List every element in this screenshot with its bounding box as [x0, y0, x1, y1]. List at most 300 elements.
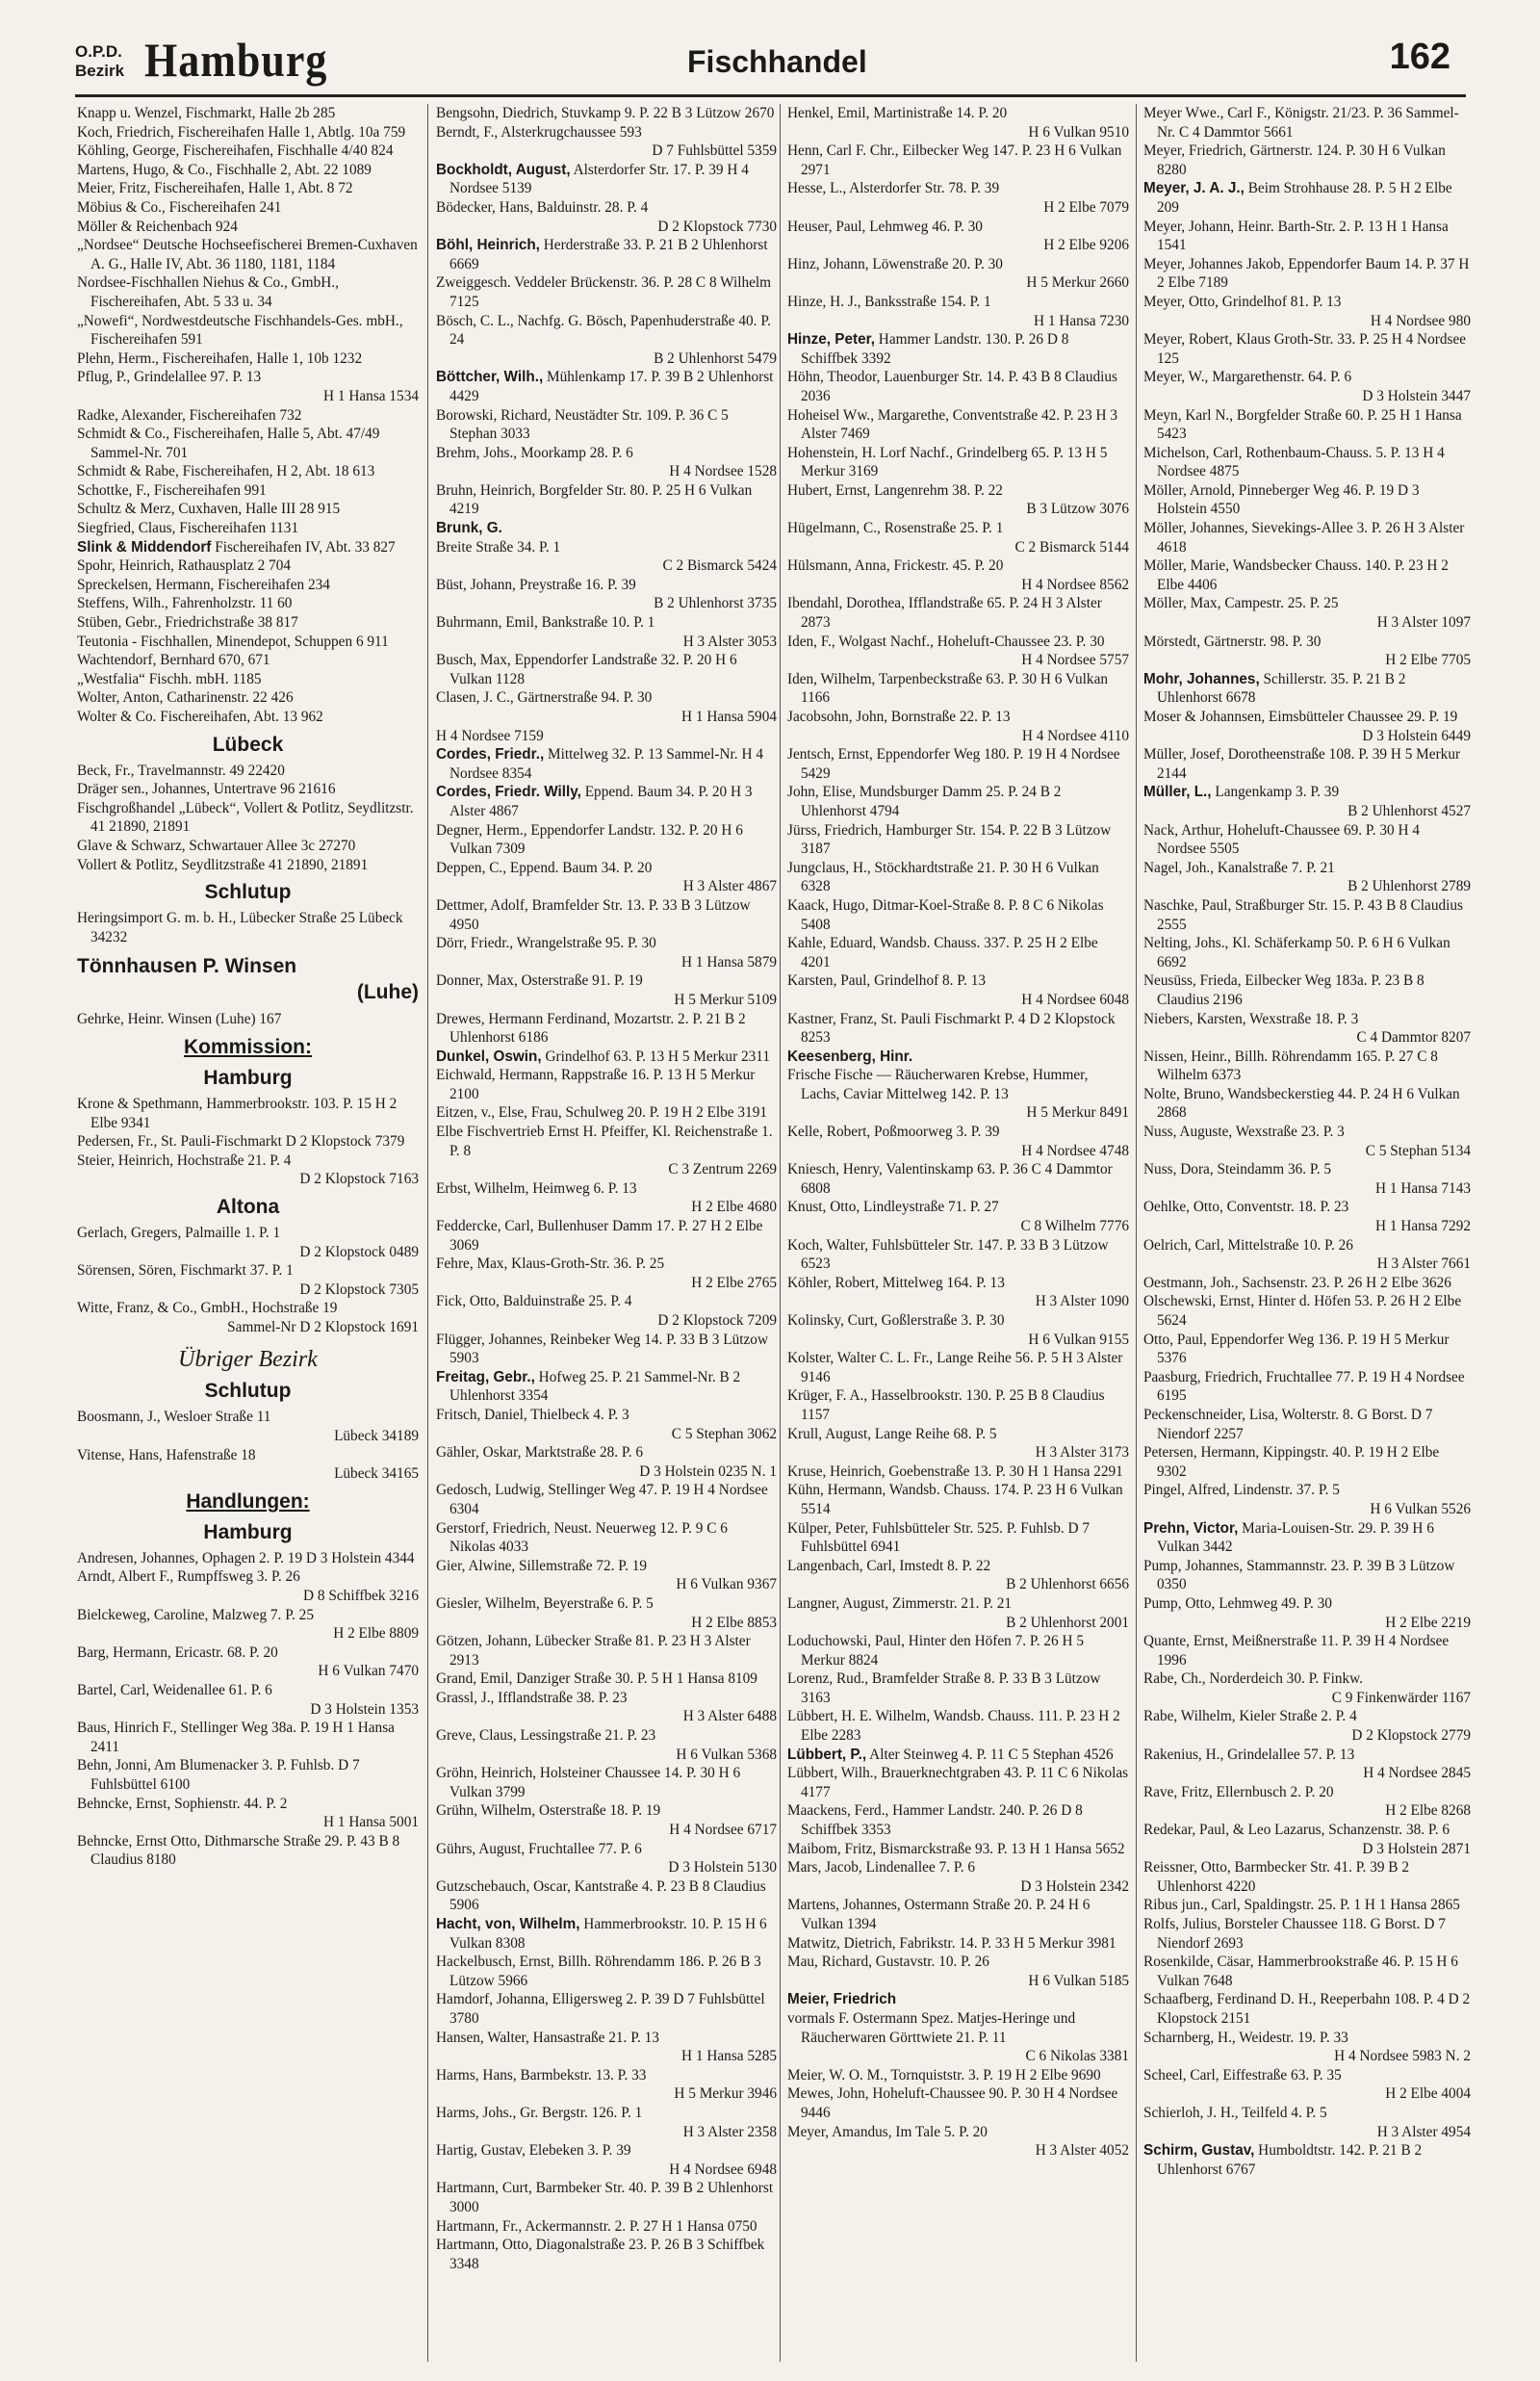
page-header: [75, 33, 1466, 92]
directory-entry: Gehrke, Heinr. Winsen (Luhe) 167: [77, 1011, 282, 1028]
directory-entry: Greve, Claus, Lessingstraße 21. P. 23: [436, 1727, 656, 1745]
directory-entry: Scharnberg, H., Weidestr. 19. P. 33: [1143, 2029, 1348, 2046]
directory-entry: Köhling, George, Fischereihafen, Fischhalle 4/40 824: [77, 142, 394, 160]
phone-line: C 5 Stephan 5134: [1365, 1142, 1471, 1159]
directory-entry: Gührs, August, Fruchtallee 77. P. 6: [436, 1840, 642, 1857]
directory-entry: Paasburg, Friedrich, Fruchtallee 77. P. 19 H 4 Nordsee 6195: [1143, 1368, 1465, 1405]
phone-line: D 2 Klopstock 0489: [299, 1243, 419, 1260]
phone-line: H 6 Vulkan 5185: [1028, 1972, 1129, 1989]
directory-entry: Hubert, Ernst, Langenrehm 38. P. 22: [787, 481, 1003, 499]
phone-line: D 2 Klopstock 7209: [657, 1312, 777, 1329]
directory-entry: Borowski, Richard, Neustädter Str. 109. P. 36 C 5 Stephan 3033: [436, 406, 729, 443]
directory-entry: Oestmann, Joh., Sachsenstr. 23. P. 26 H 2 Elbe 3626: [1143, 1274, 1451, 1291]
directory-entry: Rakenius, H., Grindelallee 57. P. 13: [1143, 1746, 1355, 1763]
category-heading: Kommission:: [183, 1035, 312, 1058]
phone-line: Lübeck 34165: [334, 1465, 419, 1483]
phone-line: H 3 Alster 7661: [1376, 1255, 1471, 1273]
phone-line: B 2 Uhlenhorst 5479: [654, 349, 777, 367]
phone-line: D 2 Klopstock 7305: [299, 1281, 419, 1298]
phone-line: H 5 Merkur 5109: [674, 991, 777, 1008]
directory-entry: Külper, Peter, Fuhlsbütteler Str. 525. P. Fuhlsb. D 7 Fuhlsbüttel 6941: [787, 1519, 1091, 1556]
directory-entry: Loduchowski, Paul, Hinter den Höfen 7. P. 26 H 5 Merkur 8824: [787, 1633, 1085, 1669]
directory-entry: Vollert & Potlitz, Seydlitzstraße 41 21890, 21891: [77, 856, 369, 873]
entry-name-bold: Keesenberg, Hinr.: [787, 1048, 913, 1065]
directory-entry: Glave & Schwarz, Schwartauer Allee 3c 27270: [77, 837, 356, 854]
directory-entry: Schmidt & Co., Fischereihafen, Halle 5, Abt. 47/49 Sammel-Nr. 701: [77, 426, 380, 461]
column-divider: [1136, 104, 1137, 2362]
directory-entry: Rolfs, Julius, Borsteler Chaussee 118. G Borst. D 7 Niendorf 2693: [1143, 1916, 1446, 1952]
directory-entry: Spohr, Heinrich, Rathausplatz 2 704: [77, 557, 291, 575]
directory-entry: Götzen, Johann, Lübecker Straße 81. P. 23 H 3 Alster 2913: [436, 1633, 751, 1669]
directory-entry: Boosmann, J., Wesloer Straße 11: [77, 1409, 271, 1426]
entry-name-bold: Brunk, G.: [436, 520, 502, 537]
directory-entry: Langenbach, Carl, Imstedt 8. P. 22: [787, 1557, 991, 1574]
directory-entry: Martens, Hugo, & Co., Fischhalle 2, Abt. 22 1089: [77, 161, 372, 178]
phone-line: C 8 Wilhelm 7776: [1020, 1218, 1129, 1235]
phone-line: H 6 Vulkan 7470: [318, 1663, 419, 1680]
phone-line: H 4 Nordsee 6717: [669, 1822, 777, 1839]
directory-entry: Wolter, Anton, Catharinenstr. 22 426: [77, 689, 294, 707]
entry-name-bold: Müller, L.,: [1143, 784, 1212, 801]
bezirk-label: Bezirk: [75, 62, 125, 80]
phone-line: C 2 Bismarck 5424: [662, 557, 777, 575]
section-title: Fischhandel: [687, 44, 867, 79]
directory-entry: Grassl, J., Ifflandstraße 38. P. 23: [436, 1689, 628, 1706]
directory-entry: Krull, August, Lange Reihe 68. P. 5: [787, 1425, 997, 1442]
directory-entry: Gerlach, Gregers, Palmaille 1. P. 1: [77, 1224, 281, 1241]
phone-line: H 4 Nordsee 1528: [669, 463, 777, 480]
directory-entry: Meier, W. O. M., Tornquiststr. 3. P. 19 H 2 Elbe 9690: [787, 2066, 1101, 2083]
directory-entry: [77, 538, 419, 557]
directory-entry: Langner, August, Zimmerstr. 21. P. 21: [787, 1594, 1013, 1612]
directory-entry: Fischgroßhandel „Lübeck“, Vollert & Potlitz, Seydlitzstr. 41 21890, 21891: [77, 799, 414, 836]
directory-entry: [1143, 1519, 1471, 1557]
phone-line: D 2 Klopstock 7730: [657, 218, 777, 235]
page-number: 162: [1389, 37, 1450, 77]
directory-entry: Möller, Marie, Wandsbecker Chauss. 140. P. 23 H 2 Elbe 4406: [1143, 557, 1449, 593]
entry-details: Eppend. Baum 34. P. 20 H 3 Alster 4867: [449, 784, 753, 819]
directory-entry: Krüger, F. A., Hasselbrookstr. 130. P. 25 B 8 Claudius 1157: [787, 1387, 1105, 1423]
directory-entry: Zweiggesch. Veddeler Brückenstr. 36. P. 28 C 8 Wilhelm 7125: [436, 274, 772, 310]
directory-entry: Matwitz, Dietrich, Fabrikstr. 14. P. 33 H 5 Merkur 3981: [787, 1934, 1116, 1952]
entry-details: Maria-Louisen-Str. 29. P. 39 H 6 Vulkan 3442: [1157, 1519, 1434, 1556]
directory-entry: Arndt, Albert F., Rumpffsweg 3. P. 26: [77, 1568, 300, 1586]
phone-line: H 4 Nordsee 980: [1370, 312, 1471, 329]
phone-line: D 3 Holstein 2342: [1020, 1877, 1129, 1895]
directory-entry: Dräger sen., Johannes, Untertrave 96 21616: [77, 781, 336, 798]
directory-entry: [436, 161, 777, 198]
phone-line: C 9 Finkenwärder 1167: [1331, 1689, 1471, 1706]
directory-entry: Mars, Jacob, Lindenallee 7. P. 6: [787, 1859, 975, 1876]
directory-entry: Donner, Max, Osterstraße 91. P. 19: [436, 972, 643, 990]
phone-line: D 7 Fuhlsbüttel 5359: [652, 142, 777, 160]
entry-details: Hammer Landstr. 130. P. 26 D 8 Schiffbek 3392: [801, 331, 1069, 367]
directory-entry: [436, 368, 777, 405]
directory-entry: Hoheisel Ww., Margarethe, Conventstraße 42. P. 23 H 3 Alster 7469: [787, 406, 1117, 443]
directory-entry: [436, 519, 777, 538]
directory-entry: Lübbert, Wilh., Brauerknechtgraben 43. P. 11 C 6 Nikolas 4177: [787, 1765, 1129, 1800]
entry-name-bold: Dunkel, Oswin,: [436, 1048, 542, 1065]
phone-line: H 1 Hansa 7143: [1375, 1179, 1471, 1197]
phone-line: H 2 Elbe 4680: [691, 1199, 777, 1216]
directory-entry: Hartig, Gustav, Elebeken 3. P. 39: [436, 2142, 631, 2160]
directory-entry: Schottke, F., Fischereihafen 991: [77, 481, 267, 499]
directory-entry: Krone & Spethmann, Hammerbrookstr. 103. P. 15 H 2 Elbe 9341: [77, 1095, 398, 1131]
directory-entry: Witte, Franz, & Co., GmbH., Hochstraße 19: [77, 1300, 338, 1317]
directory-entry: Schultz & Merz, Cuxhaven, Halle III 28 915: [77, 501, 341, 518]
directory-entry: Hamdorf, Johanna, Elligersweg 2. P. 39 D 7 Fuhlsbüttel 3780: [436, 1991, 765, 2027]
column-2: [436, 104, 777, 2362]
directory-entry: Nagel, Joh., Kanalstraße 7. P. 21: [1143, 859, 1335, 876]
header-rule: [75, 94, 1466, 97]
phone-line: D 2 Klopstock 2779: [1351, 1727, 1471, 1745]
directory-entry: Kastner, Franz, St. Pauli Fischmarkt P. 4 D 2 Klopstock 8253: [787, 1010, 1116, 1047]
entry-name-bold: Prehn, Victor,: [1143, 1519, 1239, 1537]
directory-entry: „Nowefi“, Nordwestdeutsche Fischhandels-Ges. mbH., Fischereihafen 591: [77, 312, 403, 349]
directory-entry: Meyer, W., Margarethenstr. 64. P. 6: [1143, 369, 1352, 386]
phone-line: H 6 Vulkan 9155: [1028, 1331, 1129, 1348]
entry-name-bold: Hinze, Peter,: [787, 331, 875, 349]
directory-entry: „Nordsee“ Deutsche Hochseefischerei Bremen-Cuxhaven A. G., Halle IV, Abt. 36 1180, 1181, 1184: [77, 237, 418, 272]
directory-entry: „Westfalia“ Fischh. mbH. 1185: [77, 670, 262, 687]
directory-entry: Kahle, Eduard, Wandsb. Chauss. 337. P. 25 H 2 Elbe 4201: [787, 935, 1098, 971]
directory-entry: Olschewski, Ernst, Hinter d. Höfen 53. P. 26 H 2 Elbe 5624: [1143, 1293, 1462, 1329]
directory-entry: Hartmann, Curt, Barmbeker Str. 40. P. 39 B 2 Uhlenhorst 3000: [436, 2180, 774, 2215]
directory-entry: Buhrmann, Emil, Bankstraße 10. P. 1: [436, 614, 655, 632]
directory-entry: Gedosch, Ludwig, Stellinger Weg 47. P. 19 H 4 Nordsee 6304: [436, 1482, 768, 1517]
directory-entry: Nolte, Bruno, Wandsbeckerstieg 44. P. 24 H 6 Vulkan 2868: [1143, 1085, 1460, 1122]
directory-entry: Plehn, Herm., Fischereihafen, Halle 1, 10b 1232: [77, 349, 363, 367]
directory-entry: Hügelmann, C., Rosenstraße 25. P. 1: [787, 520, 1004, 537]
phone-line: D 3 Holstein 5130: [668, 1859, 777, 1876]
directory-entry: Niebers, Karsten, Wexstraße 18. P. 3: [1143, 1010, 1359, 1027]
directory-entry: Jentsch, Ernst, Eppendorfer Weg 180. P. 19 H 4 Nordsee 5429: [787, 746, 1120, 782]
directory-entry: Rabe, Wilhelm, Kieler Straße 2. P. 4: [1143, 1708, 1357, 1725]
directory-entry: Harms, Johs., Gr. Bergstr. 126. P. 1: [436, 2104, 643, 2121]
phone-line: H 4 Nordsee 8562: [1021, 576, 1129, 593]
directory-entry: Möller, Max, Campestr. 25. P. 25: [1143, 595, 1339, 612]
city-title: Hamburg: [144, 34, 328, 87]
phone-line: H 3 Alster 1097: [1376, 614, 1471, 632]
entry-name-bold: Meyer, J. A. J.,: [1143, 180, 1245, 197]
directory-entry: Frische Fische — Räucherwaren Krebse, Hummer, Lachs, Caviar Mittelweg 142. P. 13: [787, 1067, 1089, 1102]
directory-entry: Knapp u. Wenzel, Fischmarkt, Halle 2b 285: [77, 105, 336, 121]
directory-entry: Schaafberg, Ferdinand D. H., Reeperbahn 108. P. 4 D 2 Klopstock 2151: [1143, 1991, 1471, 2027]
entry-details: Herderstraße 33. P. 21 B 2 Uhlenhorst 6669: [449, 237, 768, 272]
directory-entry: Jungclaus, H., Stöckhardtstraße 21. P. 30 H 6 Vulkan 6328: [787, 859, 1099, 895]
phone-line: H 4 Nordsee 5757: [1021, 652, 1129, 669]
place-heading: Hamburg: [203, 1066, 293, 1089]
directory-entry: [787, 1746, 1129, 1765]
directory-entry: Kelle, Robert, Poßmoorweg 3. P. 39: [787, 1124, 1000, 1141]
directory-entry: Hackelbusch, Ernst, Billh. Röhrendamm 186. P. 26 B 3 Lützow 5966: [436, 1954, 761, 1989]
phone-line: H 4 Nordsee 2845: [1363, 1765, 1471, 1782]
phone-line: B 2 Uhlenhorst 2001: [1006, 1614, 1129, 1631]
column-divider: [780, 104, 781, 2362]
directory-entry: Möller, Arnold, Pinneberger Weg 46. P. 19 D 3 Holstein 4550: [1143, 481, 1420, 518]
directory-entry: [436, 1915, 777, 1953]
directory-entry: Fick, Otto, Balduinstraße 25. P. 4: [436, 1293, 632, 1310]
directory-entry: Brehm, Johs., Moorkamp 28. P. 6: [436, 444, 633, 461]
place-heading: Tönnhausen P. Winsen: [77, 955, 297, 978]
directory-entry: Harms, Hans, Barmbekstr. 13. P. 33: [436, 2066, 647, 2083]
directory-entry: Behncke, Ernst Otto, Dithmarsche Straße 29. P. 43 B 8 Claudius 8180: [77, 1832, 400, 1869]
directory-entry: [436, 236, 777, 273]
phone-line: H 6 Vulkan 9510: [1028, 123, 1129, 141]
phone-line: D 3 Holstein 2871: [1362, 1840, 1471, 1857]
directory-entry: Elbe Fischvertrieb Ernst H. Pfeiffer, Kl. Reichenstraße 1. P. 8: [436, 1124, 773, 1159]
phone-line: D 3 Holstein 1353: [310, 1700, 419, 1718]
directory-entry: Pedersen, Fr., St. Pauli-Fischmarkt D 2 Klopstock 7379: [77, 1133, 405, 1151]
directory-entry: Rave, Fritz, Ellernbusch 2. P. 20: [1143, 1783, 1334, 1800]
directory-entry: Schierloh, J. H., Teilfeld 4. P. 5: [1143, 2104, 1327, 2121]
opd-label: [75, 42, 124, 81]
phone-line: D 3 Holstein 0235 N. 1: [639, 1462, 777, 1480]
directory-entry: Meyer, Amandus, Im Tale 5. P. 20: [787, 2123, 988, 2140]
directory-entry: Nuss, Dora, Steindamm 36. P. 5: [1143, 1161, 1332, 1178]
directory-entry: Neusüss, Frieda, Eilbecker Weg 183a. P. 23 B 8 Claudius 2196: [1143, 972, 1424, 1008]
directory-entry: Meier, Fritz, Fischereihafen, Halle 1, Abt. 8 72: [77, 180, 353, 197]
directory-entry: Dörr, Friedr., Wrangelstraße 95. P. 30: [436, 935, 656, 952]
entry-details: Hofweg 25. P. 21 Sammel-Nr. B 2 Uhlenhorst 3354: [449, 1368, 741, 1405]
directory-entry: Wolter & Co. Fischereihafen, Abt. 13 962: [77, 709, 323, 725]
directory-entry: Hohenstein, H. Lorf Nachf., Grindelberg 65. P. 13 H 5 Merkur 3169: [787, 444, 1108, 480]
phone-line: D 3 Holstein 3447: [1362, 387, 1471, 404]
directory-entry: Drewes, Hermann Ferdinand, Mozartstr. 2. P. 21 B 2 Uhlenhorst 6186: [436, 1010, 746, 1047]
directory-entry: Büst, Johann, Preystraße 16. P. 39: [436, 576, 636, 593]
directory-entry: Rosenkilde, Cäsar, Hammerbrookstraße 46. P. 15 H 6 Vulkan 7648: [1143, 1954, 1458, 1989]
entry-name-bold: Cordes, Friedr. Willy,: [436, 784, 581, 801]
directory-entry: Bengsohn, Diedrich, Stuvkamp 9. P. 22 B 3 Lützow 2670: [436, 105, 775, 121]
phone-line: H 4 Nordsee 4110: [1021, 727, 1129, 744]
directory-entry: Spreckelsen, Hermann, Fischereihafen 234: [77, 576, 330, 593]
directory-entry: Siegfried, Claus, Fischereihafen 1131: [77, 520, 299, 537]
directory-entry: Busch, Max, Eppendorfer Landstraße 32. P. 20 H 6 Vulkan 1128: [436, 652, 737, 687]
directory-entry: Lorenz, Rud., Bramfelder Straße 8. P. 33 B 3 Lützow 3163: [787, 1670, 1101, 1706]
opd-abbrev: O.P.D.: [75, 42, 122, 61]
entry-details: Alter Steinweg 4. P. 11 C 5 Stephan 4526: [866, 1746, 1114, 1763]
entry-details: Schillerstr. 35. P. 21 B 2 Uhlenhorst 6678: [1157, 670, 1406, 707]
directory-entry: [436, 783, 777, 820]
place-heading: Lübeck: [212, 733, 284, 756]
phone-line: C 2 Bismarck 5144: [1014, 538, 1129, 556]
phone-line: H 5 Merkur 8491: [1026, 1104, 1129, 1122]
directory-entry: Hartmann, Fr., Ackermannstr. 2. P. 27 H 1 Hansa 0750: [436, 2217, 757, 2235]
phone-line: D 8 Schiffbek 3216: [303, 1588, 419, 1605]
directory-entry: Müller, Josef, Dorotheenstraße 108. P. 39 H 5 Merkur 2144: [1143, 746, 1461, 782]
directory-entry: Pflug, P., Grindelallee 97. P. 13: [77, 369, 262, 386]
directory-entry: Köhler, Robert, Mittelweg 164. P. 13: [787, 1274, 1005, 1291]
phone-line: C 5 Stephan 3062: [671, 1425, 777, 1442]
entry-name-bold: Lübbert, P.,: [787, 1746, 867, 1763]
directory-entry: Gähler, Oskar, Marktstraße 28. P. 6: [436, 1444, 644, 1462]
directory-entry: Mau, Richard, Gustavstr. 10. P. 26: [787, 1954, 989, 1971]
phone-line: H 4 Nordsee 6048: [1021, 991, 1129, 1008]
directory-entry: H 4 Nordsee 7159: [436, 727, 544, 744]
directory-entry: Grand, Emil, Danziger Straße 30. P. 5 H 1 Hansa 8109: [436, 1670, 757, 1688]
directory-entry: [787, 1048, 1129, 1067]
directory-entry: Gröhn, Heinrich, Holsteiner Chaussee 14. P. 30 H 6 Vulkan 3799: [436, 1765, 741, 1800]
directory-entry: Breite Straße 34. P. 1: [436, 538, 561, 556]
directory-entry: Bödecker, Hans, Balduinstr. 28. P. 4: [436, 198, 649, 216]
directory-entry: Kolinsky, Curt, Goßlerstraße 3. P. 30: [787, 1312, 1005, 1329]
directory-entry: Hülsmann, Anna, Frickestr. 45. P. 20: [787, 557, 1004, 575]
entry-name-bold: Mohr, Johannes,: [1143, 670, 1260, 687]
directory-entry: Nissen, Heinr., Billh. Röhrendamm 165. P. 27 C 8 Wilhelm 6373: [1143, 1048, 1438, 1084]
phone-line: Lübeck 34189: [334, 1428, 419, 1445]
directory-entry: Moser & Johannsen, Eimsbütteler Chaussee 29. P. 19: [1143, 709, 1458, 725]
directory-entry: [1143, 783, 1471, 802]
directory-entry: Baus, Hinrich F., Stellinger Weg 38a. P. 19 H 1 Hansa 2411: [77, 1720, 395, 1755]
directory-entry: Kaack, Hugo, Ditmar-Koel-Straße 8. P. 8 C 6 Nikolas 5408: [787, 896, 1104, 933]
directory-entry: Heuser, Paul, Lehmweg 46. P. 30: [787, 218, 983, 235]
phone-line: H 3 Alster 4954: [1376, 2123, 1471, 2140]
phone-line: D 3 Holstein 6449: [1362, 727, 1471, 744]
directory-entry: Meyer, Robert, Klaus Groth-Str. 33. P. 25 H 4 Nordsee 125: [1143, 331, 1467, 367]
category-heading: Handlungen:: [186, 1489, 310, 1513]
directory-entry: Ribus jun., Carl, Spaldingstr. 25. P. 1 H 1 Hansa 2865: [1143, 1897, 1460, 1914]
entry-name-bold: Böhl, Heinrich,: [436, 237, 540, 254]
phone-line: H 4 Nordsee 6948: [669, 2161, 777, 2178]
directory-entry: Giesler, Wilhelm, Beyerstraße 6. P. 5: [436, 1594, 654, 1612]
phone-line: H 2 Elbe 2765: [691, 1274, 777, 1291]
directory-entry: vormals F. Ostermann Spez. Matjes-Heringe und Räucherwaren Görttwiete 21. P. 11: [787, 2009, 1076, 2046]
directory-entry: Eichwald, Hermann, Rappstraße 16. P. 13 H 5 Merkur 2100: [436, 1067, 756, 1102]
directory-entry: Lübbert, H. E. Wilhelm, Wandsb. Chauss. 111. P. 23 H 2 Elbe 2283: [787, 1708, 1120, 1745]
directory-entry: Gier, Alwine, Sillemstraße 72. P. 19: [436, 1557, 648, 1574]
phone-line: H 1 Hansa 5879: [681, 953, 777, 971]
phone-line: B 2 Uhlenhorst 3735: [654, 595, 777, 612]
directory-entry: Scheel, Carl, Eiffestraße 63. P. 35: [1143, 2066, 1342, 2083]
phone-line: H 1 Hansa 7292: [1375, 1218, 1471, 1235]
directory-entry: Bielckeweg, Caroline, Malzweg 7. P. 25: [77, 1606, 314, 1623]
directory-entry: Meyer, Friedrich, Gärtnerstr. 124. P. 30 H 6 Vulkan 8280: [1143, 142, 1446, 178]
directory-entry: Jacobsohn, John, Bornstraße 22. P. 13: [787, 709, 1011, 725]
directory-entry: Behncke, Ernst, Sophienstr. 44. P. 2: [77, 1795, 288, 1812]
phone-line: H 1 Hansa 1534: [323, 387, 419, 404]
directory-entry: Peckenschneider, Lisa, Wolterstr. 8. G Borst. D 7 Niendorf 2257: [1143, 1406, 1433, 1442]
phone-line: H 2 Elbe 8268: [1385, 1802, 1471, 1820]
phone-line: H 3 Alster 3173: [1035, 1444, 1129, 1462]
directory-entry: Nack, Arthur, Hoheluft-Chaussee 69. P. 30 H 4 Nordsee 5505: [1143, 821, 1421, 858]
directory-entry: Meyer, Johann, Heinr. Barth-Str. 2. P. 13 H 1 Hansa 1541: [1143, 218, 1449, 254]
entry-name-bold: Meier, Friedrich: [787, 1991, 897, 2008]
phone-line: C 3 Zentrum 2269: [668, 1161, 777, 1178]
phone-line: H 4 Nordsee 5983 N. 2: [1334, 2048, 1471, 2065]
phone-line: H 5 Merkur 2660: [1026, 274, 1129, 292]
directory-entry: John, Elise, Mundsburger Damm 25. P. 24 B 2 Uhlenhorst 4794: [787, 784, 1062, 819]
directory-entry: Vitense, Hans, Hafenstraße 18: [77, 1446, 256, 1463]
phone-line: B 3 Lützow 3076: [1026, 501, 1129, 518]
directory-entry: Oehlke, Otto, Conventstr. 18. P. 23: [1143, 1199, 1349, 1216]
directory-entry: Petersen, Hermann, Kippingstr. 40. P. 19 H 2 Elbe 9302: [1143, 1444, 1440, 1480]
phone-line: Sammel-Nr D 2 Klopstock 1691: [227, 1318, 419, 1335]
phone-line: H 3 Alster 1090: [1035, 1293, 1129, 1310]
directory-entry: Feddercke, Carl, Bullenhuser Damm 17. P. 27 H 2 Elbe 3069: [436, 1218, 763, 1254]
directory-entry: Maackens, Ferd., Hammer Landstr. 240. P. 26 D 8 Schiffbek 3353: [787, 1802, 1083, 1839]
directory-entry: Pump, Johannes, Stammannstr. 23. P. 39 B 3 Lützow 0350: [1143, 1557, 1455, 1593]
directory-entry: Redekar, Paul, & Leo Lazarus, Schanzenstr. 38. P. 6: [1143, 1822, 1450, 1839]
phone-line: H 2 Elbe 8853: [691, 1614, 777, 1631]
directory-entry: Meyer, Otto, Grindelhof 81. P. 13: [1143, 293, 1342, 310]
directory-entry: Eitzen, v., Else, Frau, Schulweg 20. P. 19 H 2 Elbe 3191: [436, 1104, 767, 1122]
phone-line: H 5 Merkur 3946: [674, 2085, 777, 2103]
entry-details: Langenkamp 3. P. 39: [1211, 784, 1340, 801]
directory-entry: Erbst, Wilhelm, Heimweg 6. P. 13: [436, 1179, 637, 1197]
directory-entry: Martens, Johannes, Ostermann Straße 20. P. 24 H 6 Vulkan 1394: [787, 1897, 1091, 1932]
directory-entry: Möbius & Co., Fischereihafen 241: [77, 198, 282, 216]
place-heading: Hamburg: [203, 1520, 293, 1543]
phone-line: C 4 Dammtor 8207: [1356, 1029, 1471, 1047]
directory-entry: Nelting, Johs., Kl. Schäferkamp 50. P. 6 H 6 Vulkan 6692: [1143, 935, 1450, 971]
entry-name-bold: Bockholdt, August,: [436, 161, 571, 178]
directory-entry: Sörensen, Sören, Fischmarkt 37. P. 1: [77, 1262, 294, 1280]
directory-entry: Hinz, Johann, Löwenstraße 20. P. 30: [787, 255, 1003, 272]
phone-line: H 3 Alster 6488: [682, 1708, 777, 1725]
phone-line: D 2 Klopstock 7163: [299, 1171, 419, 1188]
phone-line: B 2 Uhlenhorst 2789: [1348, 878, 1471, 895]
directory-entry: Meyer Wwe., Carl F., Königstr. 21/23. P. 36 Sammel-Nr. C 4 Dammtor 5661: [1143, 105, 1459, 141]
entry-details: Humboldtstr. 142. P. 21 B 2 Uhlenhorst 6767: [1157, 2142, 1423, 2178]
phone-line: H 2 Elbe 9206: [1043, 237, 1129, 254]
directory-entry: Koch, Walter, Fuhlsbütteler Str. 147. P. 33 B 3 Lützow 6523: [787, 1236, 1109, 1273]
entry-name-bold: Hacht, von, Wilhelm,: [436, 1916, 580, 1932]
directory-entry: Michelson, Carl, Rothenbaum-Chauss. 5. P. 13 H 4 Nordsee 4875: [1143, 444, 1445, 480]
phone-line: H 4 Nordsee 4748: [1021, 1142, 1129, 1159]
directory-entry: Koch, Friedrich, Fischereihafen Halle 1, Abtlg. 10a 759: [77, 123, 406, 141]
column-divider: [427, 104, 428, 2362]
directory-entry: Möller, Johannes, Sievekings-Allee 3. P. 26 H 3 Alster 4618: [1143, 520, 1465, 556]
entry-details: Beim Strohhause 28. P. 5 H 2 Elbe 209: [1157, 180, 1452, 216]
phone-line: H 2 Elbe 2219: [1385, 1614, 1471, 1631]
phone-line: H 6 Vulkan 5368: [676, 1746, 777, 1763]
place-heading: Schlutup: [204, 881, 292, 904]
place-heading: Altona: [216, 1195, 280, 1218]
directory-entry: [1143, 179, 1471, 217]
entry-details: Hammerbrookstr. 10. P. 15 H 6 Vulkan 8308: [449, 1916, 767, 1952]
directory-entry: Maibom, Fritz, Bismarckstraße 93. P. 13 H 1 Hansa 5652: [787, 1840, 1125, 1857]
directory-entry: Karsten, Paul, Grindelhof 8. P. 13: [787, 972, 987, 990]
directory-entry: Berndt, F., Alsterkrugchaussee 593: [436, 123, 642, 141]
directory-entry: Henn, Carl F. Chr., Eilbecker Weg 147. P. 23 H 6 Vulkan 2971: [787, 142, 1122, 178]
directory-entry: Beck, Fr., Travelmannstr. 49 22420: [77, 762, 285, 779]
directory-entry: [1143, 2141, 1471, 2179]
phone-line: B 2 Uhlenhorst 6656: [1006, 1576, 1129, 1593]
directory-entry: Deppen, C., Eppend. Baum 34. P. 20: [436, 859, 653, 876]
place-heading-suffix: (Luhe): [356, 981, 419, 1004]
directory-entry: Stüben, Gebr., Friedrichstraße 38 817: [77, 614, 298, 632]
phone-line: H 6 Vulkan 9367: [676, 1576, 777, 1593]
directory-entry: Bösch, C. L., Nachfg. G. Bösch, Papenhuderstraße 40. P. 24: [436, 312, 771, 349]
directory-entry: [787, 330, 1129, 368]
directory-entry: Kolster, Walter C. L. Fr., Lange Reihe 56. P. 5 H 3 Alster 9146: [787, 1350, 1123, 1385]
directory-entry: Quante, Ernst, Meißnerstraße 11. P. 39 H 4 Nordsee 1996: [1143, 1633, 1450, 1669]
phone-line: H 3 Alster 4867: [682, 878, 777, 895]
entry-details: Fischereihafen IV, Abt. 33 827: [211, 538, 396, 556]
directory-entry: Kühn, Hermann, Wandsb. Chauss. 174. P. 23 H 6 Vulkan 5514: [787, 1482, 1123, 1517]
column-3: [787, 104, 1129, 2362]
directory-entry: Hinze, H. J., Banksstraße 154. P. 1: [787, 293, 991, 310]
directory-entry: [436, 1048, 777, 1067]
directory-entry: Kniesch, Henry, Valentinskamp 63. P. 36 C 4 Dammtor 6808: [787, 1161, 1113, 1197]
directory-entry: Jürss, Friedrich, Hamburger Str. 154. P. 22 B 3 Lützow 3187: [787, 821, 1112, 858]
column-4: [1143, 104, 1471, 2362]
directory-entry: Henkel, Emil, Martinistraße 14. P. 20: [787, 105, 1008, 121]
entry-name-bold: Schirm, Gustav,: [1143, 2142, 1255, 2160]
directory-entry: Bartel, Carl, Weidenallee 61. P. 6: [77, 1682, 272, 1698]
phone-line: H 3 Alster 4052: [1035, 2142, 1129, 2160]
phone-line: B 2 Uhlenhorst 4527: [1348, 802, 1471, 819]
